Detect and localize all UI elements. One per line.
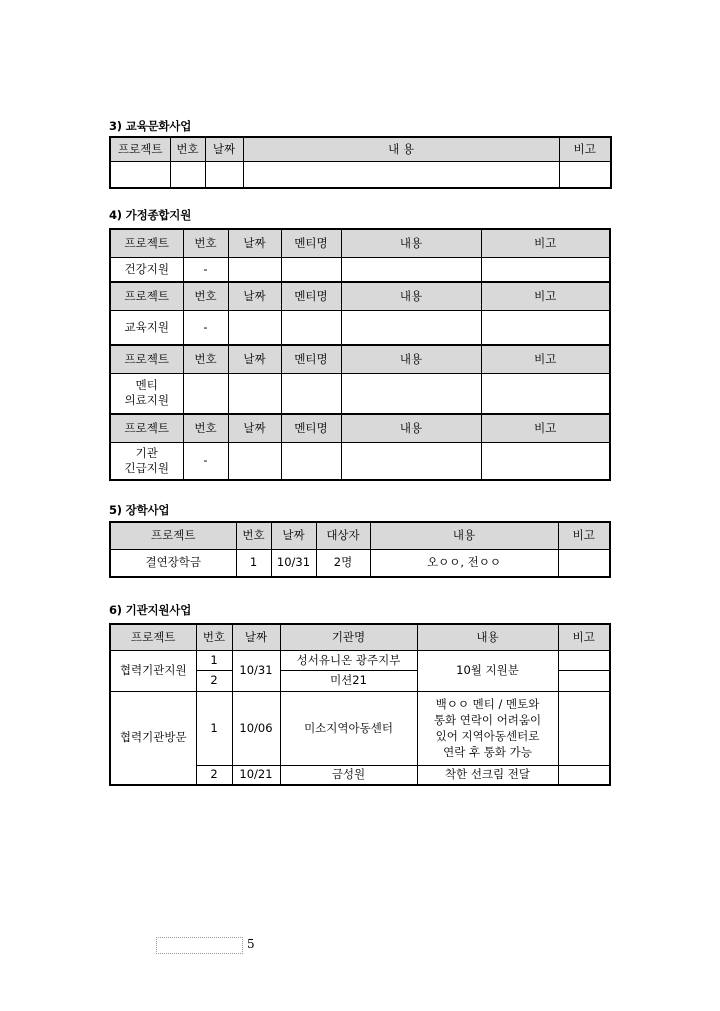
table-row xyxy=(110,257,610,282)
header-number: 번호 xyxy=(236,522,271,549)
table-cell xyxy=(281,257,341,282)
content-line: 통화 연락이 어려움이 xyxy=(433,713,542,727)
number-cell: - xyxy=(183,257,228,282)
project-cell: 협력기관지원 xyxy=(110,650,196,691)
table-cell xyxy=(205,161,243,188)
header-content: 내용 xyxy=(341,229,481,257)
header-org: 기관명 xyxy=(280,624,417,650)
section-3-title: 3) 교육문화사업 xyxy=(109,119,192,133)
table-cell xyxy=(170,161,205,188)
number-cell: 1 xyxy=(196,691,232,765)
content-cell: 10월 지원분 xyxy=(417,650,558,691)
header-number: 번호 xyxy=(183,282,228,310)
number-cell: 2 xyxy=(196,670,232,691)
content-cell: 착한 선크림 전달 xyxy=(417,765,558,785)
project-line: 긴급지원 xyxy=(124,460,169,475)
project-cell: 건강지원 xyxy=(110,257,183,282)
header-content: 내용 xyxy=(370,522,558,549)
page-number-box xyxy=(156,937,243,954)
header-date: 날짜 xyxy=(228,229,281,257)
header-date: 날짜 xyxy=(228,414,281,442)
org-cell: 미션21 xyxy=(280,670,417,691)
header-note: 비고 xyxy=(558,522,610,549)
date-cell: 10/31 xyxy=(232,650,280,691)
project-line: 멘티 xyxy=(135,378,158,393)
header-content: 내 용 xyxy=(243,137,559,161)
section-6-title: 6) 기관지원사업 xyxy=(109,603,192,617)
table-cell xyxy=(228,310,281,345)
header-project: 프로젝트 xyxy=(110,624,196,650)
org-cell: 성서유니온 광주지부 xyxy=(280,650,417,670)
page-number: 5 xyxy=(247,937,255,951)
project-line: 의료지원 xyxy=(124,393,169,408)
number-cell: 1 xyxy=(236,549,271,577)
project-cell xyxy=(110,373,183,414)
content-cell xyxy=(417,691,558,765)
table-row xyxy=(110,161,611,188)
table-cell xyxy=(559,161,611,188)
number-cell: - xyxy=(183,310,228,345)
header-note: 비고 xyxy=(481,345,610,373)
header-project: 프로젝트 xyxy=(110,282,183,310)
header-number: 번호 xyxy=(170,137,205,161)
table-cell xyxy=(281,442,341,480)
table-cell xyxy=(481,257,610,282)
institution-support-table xyxy=(109,623,611,786)
family-support-table xyxy=(109,228,611,481)
date-cell: 10/31 xyxy=(271,549,316,577)
table-cell xyxy=(228,373,281,414)
section-4-title: 4) 가정종합지원 xyxy=(109,208,192,222)
date-cell: 10/21 xyxy=(232,765,280,785)
table-cell xyxy=(228,257,281,282)
table-cell xyxy=(341,310,481,345)
table-cell xyxy=(341,442,481,480)
header-number: 번호 xyxy=(183,414,228,442)
table-cell xyxy=(110,161,170,188)
table-cell xyxy=(481,442,610,480)
table-row xyxy=(110,650,610,670)
header-mentee: 멘티명 xyxy=(281,229,341,257)
project-cell: 교육지원 xyxy=(110,310,183,345)
note-cell xyxy=(558,765,610,785)
header-date: 날짜 xyxy=(271,522,316,549)
table-row xyxy=(110,310,610,345)
table-row xyxy=(110,442,610,480)
header-number: 번호 xyxy=(183,229,228,257)
header-date: 날짜 xyxy=(232,624,280,650)
education-culture-table xyxy=(109,136,612,189)
header-project: 프로젝트 xyxy=(110,414,183,442)
header-note: 비고 xyxy=(481,282,610,310)
project-cell: 협력기관방문 xyxy=(110,691,196,785)
project-cell xyxy=(110,442,183,480)
target-cell: 2명 xyxy=(316,549,370,577)
note-cell xyxy=(558,650,610,670)
table-cell xyxy=(341,373,481,414)
header-project: 프로젝트 xyxy=(110,345,183,373)
note-cell xyxy=(558,691,610,765)
content-line: 연락 후 통화 가능 xyxy=(443,745,532,759)
note-cell xyxy=(558,670,610,691)
date-cell: 10/06 xyxy=(232,691,280,765)
table-cell xyxy=(281,373,341,414)
header-mentee: 멘티명 xyxy=(281,282,341,310)
header-mentee: 멘티명 xyxy=(281,414,341,442)
number-cell xyxy=(183,373,228,414)
table-cell xyxy=(481,373,610,414)
project-line: 기관 xyxy=(135,445,158,460)
content-line: 있어 지역아동센터로 xyxy=(435,729,540,743)
header-number: 번호 xyxy=(183,345,228,373)
header-content: 내용 xyxy=(341,414,481,442)
header-project: 프로젝트 xyxy=(110,522,236,549)
header-date: 날짜 xyxy=(205,137,243,161)
content-line: 백ㅇㅇ 멘티 / 멘토와 xyxy=(435,697,540,711)
number-cell: 2 xyxy=(196,765,232,785)
table-row xyxy=(110,691,610,765)
note-cell xyxy=(558,549,610,577)
table-cell xyxy=(281,310,341,345)
header-note: 비고 xyxy=(559,137,611,161)
header-note: 비고 xyxy=(558,624,610,650)
header-number: 번호 xyxy=(196,624,232,650)
table-row xyxy=(110,549,610,577)
number-cell: - xyxy=(183,442,228,480)
header-target: 대상자 xyxy=(316,522,370,549)
scholarship-table xyxy=(109,521,611,578)
org-cell: 미소지역아동센터 xyxy=(280,691,417,765)
number-cell: 1 xyxy=(196,650,232,670)
header-date: 날짜 xyxy=(228,345,281,373)
project-cell: 결연장학금 xyxy=(110,549,236,577)
table-cell xyxy=(341,257,481,282)
section-5-title: 5) 장학사업 xyxy=(109,503,170,517)
header-note: 비고 xyxy=(481,414,610,442)
header-project: 프로젝트 xyxy=(110,229,183,257)
header-date: 날짜 xyxy=(228,282,281,310)
header-content: 내용 xyxy=(417,624,558,650)
header-content: 내용 xyxy=(341,345,481,373)
content-cell: 오ㅇㅇ, 전ㅇㅇ xyxy=(370,549,558,577)
header-mentee: 멘티명 xyxy=(281,345,341,373)
header-note: 비고 xyxy=(481,229,610,257)
table-row xyxy=(110,373,610,414)
org-cell: 금성원 xyxy=(280,765,417,785)
header-project: 프로젝트 xyxy=(110,137,170,161)
table-cell xyxy=(243,161,559,188)
table-cell xyxy=(228,442,281,480)
header-content: 내용 xyxy=(341,282,481,310)
table-cell xyxy=(481,310,610,345)
